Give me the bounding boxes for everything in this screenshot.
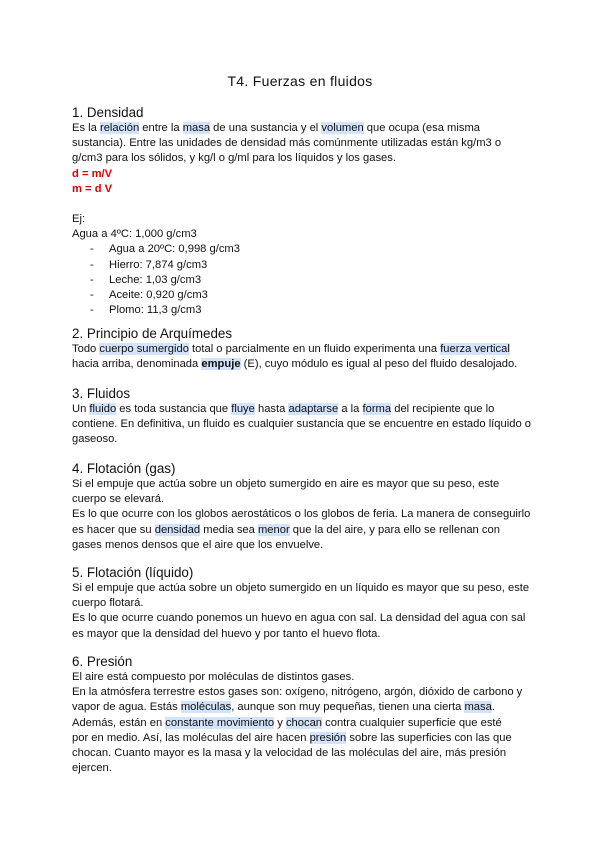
list-item <box>72 288 542 303</box>
section-arquimedes <box>72 325 542 372</box>
list-item <box>72 303 542 318</box>
section-heading: 3. Fluidos <box>72 386 131 401</box>
list-item <box>72 273 542 288</box>
paragraph-line <box>72 121 542 136</box>
text: del recipiente que lo <box>391 403 495 415</box>
highlight: chocan <box>285 716 323 729</box>
paragraph-line: sustancia). Entre las unidades de densidad más comúnmente utilizadas están kg/m3 o <box>72 137 502 150</box>
text: a la <box>338 403 363 415</box>
paragraph-line <box>72 700 542 715</box>
density-list <box>72 242 542 318</box>
section-presion <box>72 653 542 776</box>
text: Hierro: 7,874 g/cm3 <box>109 258 208 271</box>
paragraph-line: Si el empuje que actúa sobre un objeto sumergido en un líquido es mayor que su peso, este <box>72 582 530 594</box>
highlight: masa <box>464 701 492 714</box>
paragraph-line: chocan. Cuanto mayor es la masa y la velocidad de las moléculas del aire, más presión <box>72 747 507 760</box>
list-item <box>72 242 542 257</box>
paragraph-line <box>72 523 542 538</box>
section-heading: 2. Principio de Arquímedes <box>72 326 233 341</box>
paragraph-line: gaseoso. <box>72 433 118 446</box>
highlight: cuerpo sumergido <box>99 343 189 355</box>
text: Leche: 1,03 g/cm3 <box>109 273 202 286</box>
text: hacia arriba, denominada <box>72 358 202 371</box>
text: que la del aire, y para ello se rellenan con <box>289 523 500 536</box>
text: vapor de agua. Estás <box>72 701 181 714</box>
text: (E), cuyo módulo es igual al peso del fluido desalojado. <box>240 358 518 371</box>
highlight: moléculas <box>180 701 232 714</box>
paragraph-line: Es lo que ocurre con los globos aerostáticos o los globos de feria. La manera de conseguirlo <box>72 508 531 521</box>
paragraph-line: ejercen. <box>72 762 112 775</box>
example-water: Agua a 4ºC: 1,000 g/cm3 <box>72 228 197 241</box>
text: total o parcialmente en un fluido experimenta una <box>188 343 441 355</box>
paragraph-line <box>72 402 542 417</box>
paragraph-line <box>72 342 542 357</box>
paragraph-line: Es lo que ocurre cuando ponemos un huevo en agua con sal. La densidad del agua con sal <box>72 612 526 625</box>
highlight: presión <box>309 731 347 744</box>
formula-density: d = m/V <box>72 167 113 180</box>
highlight: densidad <box>154 523 201 536</box>
highlight: menor <box>257 523 290 536</box>
list-item <box>72 258 542 273</box>
text: Agua a 20ºC: 0,998 g/cm3 <box>109 243 240 256</box>
text: sobre las superficies con las que <box>346 731 512 744</box>
section-fluidos <box>72 385 542 448</box>
text: media sea <box>200 523 258 536</box>
highlight: masa <box>182 122 211 134</box>
paragraph-line: contiene. En definitiva, un fluido es cualquier sustancia que se encuentre en estado líquido o <box>72 418 531 431</box>
dash: - <box>90 289 94 302</box>
text: Plomo: 11,3 g/cm3 <box>109 304 202 317</box>
text: por en medio. Así, las moléculas del aire hacen <box>72 731 310 744</box>
text: Aceite: 0,920 g/cm3 <box>109 289 208 302</box>
dash: - <box>90 304 94 317</box>
document-title: T4. Fuerzas en fluidos <box>227 73 373 89</box>
text: contra cualquier superficie que esté <box>322 716 502 729</box>
dash: - <box>90 273 94 286</box>
highlight: fluido <box>89 403 117 415</box>
paragraph-line <box>72 357 542 372</box>
section-heading: 5. Flotación (líquido) <box>72 565 194 580</box>
paragraph-line: es mayor que la densidad del huevo y por tanto el huevo flota. <box>72 627 381 640</box>
text: es toda sustancia que <box>116 403 232 415</box>
text: entre la <box>139 122 183 134</box>
paragraph-line: En la atmósfera terrestre estos gases son: oxígeno, nitrógeno, argón, dióxido de carbono y <box>72 686 523 699</box>
highlight: fluye <box>231 403 255 415</box>
paragraph-line <box>72 731 542 746</box>
dash: - <box>90 258 94 271</box>
paragraph-line: Si el empuje que actúa sobre un objeto sumergido en aire es mayor que su peso, este <box>72 478 500 490</box>
paragraph-line: gases menos densos que el aire que los envuelve. <box>72 538 324 551</box>
text: Un <box>72 403 90 415</box>
text: que ocupa (esa misma <box>363 122 480 134</box>
section-flotacion-gas <box>72 460 542 553</box>
paragraph-line: cuerpo se elevará. <box>72 493 165 506</box>
section-heading: 6. Presión <box>72 654 133 669</box>
text: Todo <box>72 343 100 355</box>
highlight: forma <box>362 403 392 415</box>
highlight-bold: empuje <box>201 358 241 371</box>
section-heading: 1. Densidad <box>72 105 144 120</box>
paragraph-line: g/cm3 para los sólidos, y kg/l o g/ml para los líquidos y los gases. <box>72 152 396 165</box>
text: Además, están en <box>72 716 166 729</box>
highlight: fuerza vertical <box>440 343 510 355</box>
text: Es la <box>72 122 100 134</box>
text: hasta <box>254 403 289 415</box>
section-flotacion-liquido <box>72 564 542 642</box>
highlight: volumen <box>321 122 364 134</box>
text: , aunque son muy pequeñas, tienen una cierta <box>231 701 465 714</box>
dash: - <box>90 243 94 256</box>
text: y <box>274 716 286 729</box>
text: es hacer que su <box>72 523 155 536</box>
highlight: constante movimiento <box>165 716 275 729</box>
blank-line <box>72 197 542 212</box>
paragraph-line: El aire está compuesto por moléculas de distintos gases. <box>72 671 355 683</box>
highlight: relación <box>99 122 140 134</box>
paragraph-line: cuerpo flotará. <box>72 597 144 610</box>
text: de una sustancia y el <box>210 122 322 134</box>
paragraph-line <box>72 716 542 731</box>
section-densidad <box>72 104 542 318</box>
example-label: Ej: <box>72 213 86 226</box>
section-heading: 4. Flotación (gas) <box>72 461 176 476</box>
highlight: adaptarse <box>288 403 339 415</box>
formula-mass: m = d V <box>72 182 113 195</box>
text: . <box>491 701 495 714</box>
